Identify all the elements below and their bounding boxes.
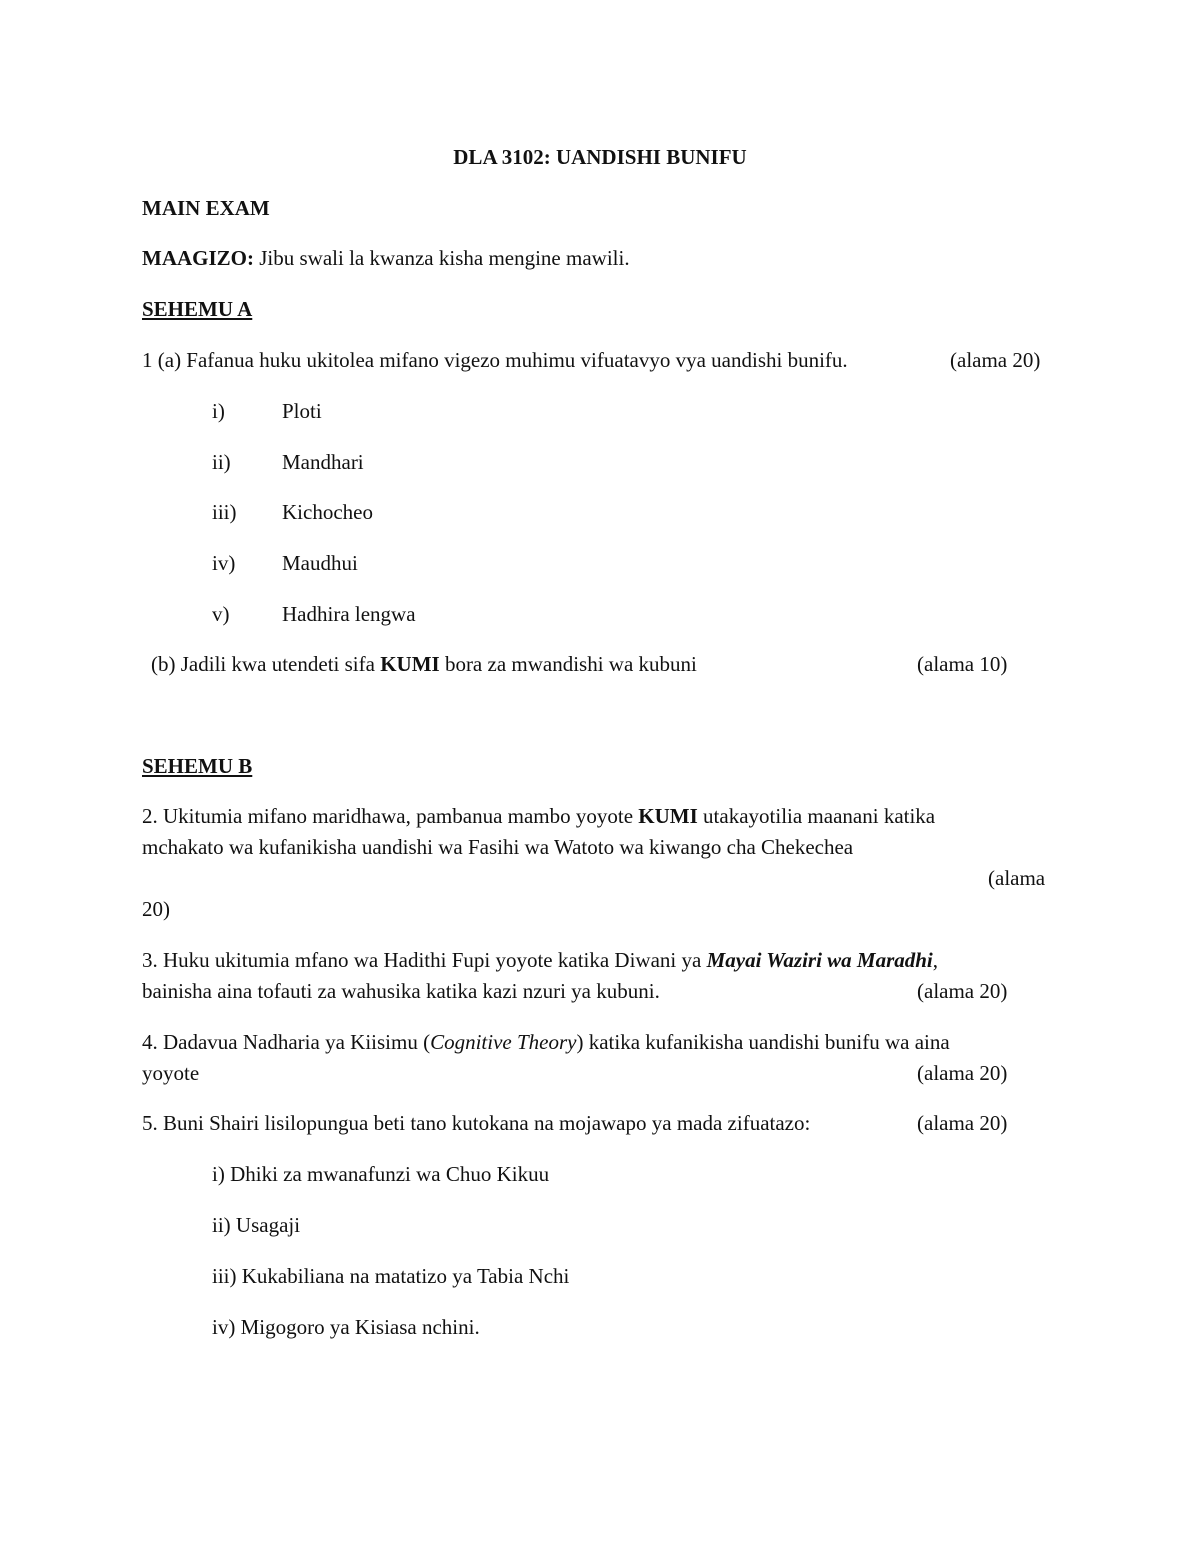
question-5-marks: (alama 20) xyxy=(917,1111,1008,1135)
topic-option: ii) Usagaji xyxy=(212,1213,301,1237)
item-number: ii) xyxy=(212,450,231,474)
question-1b-marks: (alama 10) xyxy=(917,652,1008,676)
question-2-emphasis: KUMI xyxy=(638,804,698,828)
item-label: Kichocheo xyxy=(282,500,373,524)
question-1a: 1 (a) Fafanua huku ukitolea mifano vigezo muhimu vifuatavyo vya uandishi bunifu. xyxy=(142,348,848,372)
question-2-text: 2. Ukitumia mifano maridhawa, pambanua mambo yoyote xyxy=(142,804,639,828)
instructions-label: MAAGIZO: xyxy=(142,246,254,270)
question-3-marks: (alama 20) xyxy=(917,979,1008,1003)
topic-option: iv) Migogoro ya Kisiasa nchini. xyxy=(212,1315,480,1339)
topic-option: iii) Kukabiliana na matatizo ya Tabia Nchi xyxy=(212,1264,570,1288)
question-4-text-end: ) katika kufanikisha uandishi bunifu wa aina xyxy=(576,1030,950,1054)
item-number: iv) xyxy=(212,551,236,575)
item-number: iii) xyxy=(212,500,237,524)
item-label: Hadhira lengwa xyxy=(282,602,416,626)
instructions-text: Jibu swali la kwanza kisha mengine mawili. xyxy=(254,246,630,270)
question-3-text-end: , xyxy=(932,948,939,972)
question-3-line-1 xyxy=(142,945,938,976)
item-label: Ploti xyxy=(282,399,322,423)
section-b-heading: SEHEMU B xyxy=(142,754,253,778)
exam-label: MAIN EXAM xyxy=(142,196,270,220)
question-5: 5. Buni Shairi lisilopungua beti tano kutokana na mojawapo ya mada zifuatazo: xyxy=(142,1111,811,1135)
item-number: v) xyxy=(212,602,230,626)
topic-option: i) Dhiki za mwanafunzi wa Chuo Kikuu xyxy=(212,1162,550,1186)
question-3-line-2: bainisha aina tofauti za wahusika katika kazi nzuri ya kubuni. xyxy=(142,979,660,1003)
theory-name: Cognitive Theory xyxy=(430,1030,577,1054)
question-2-line-2: mchakato wa kufanikisha uandishi wa Fasihi wa Watoto wa kiwango cha Chekechea xyxy=(142,835,854,859)
question-2-marks: (alama xyxy=(988,866,1046,890)
question-2-line-1 xyxy=(142,801,935,832)
question-2-text-end: utakayotilia maanani katika xyxy=(697,804,936,828)
question-4-line-2: yoyote xyxy=(142,1061,200,1085)
instructions xyxy=(142,243,630,274)
question-3-text: 3. Huku ukitumia mfano wa Hadithi Fupi yoyote katika Diwani ya xyxy=(142,948,707,972)
item-label: Maudhui xyxy=(282,551,358,575)
question-4-line-1 xyxy=(142,1027,950,1058)
question-1b-text: (b) Jadili kwa utendeti sifa xyxy=(151,652,381,676)
question-1b xyxy=(151,649,697,680)
question-4-marks: (alama 20) xyxy=(917,1061,1008,1085)
question-1a-marks: (alama 20) xyxy=(950,348,1041,372)
question-4-text: 4. Dadavua Nadharia ya Kiisimu ( xyxy=(142,1030,431,1054)
section-a-heading: SEHEMU A xyxy=(142,297,253,321)
page-title: DLA 3102: UANDISHI BUNIFU xyxy=(453,145,747,169)
item-number: i) xyxy=(212,399,225,423)
item-label: Mandhari xyxy=(282,450,364,474)
question-2-marks-cont: 20) xyxy=(142,897,170,921)
book-title: Mayai Waziri wa Maradhi xyxy=(706,948,933,972)
question-1b-text-end: bora za mwandishi wa kubuni xyxy=(439,652,697,676)
question-1b-emphasis: KUMI xyxy=(380,652,440,676)
